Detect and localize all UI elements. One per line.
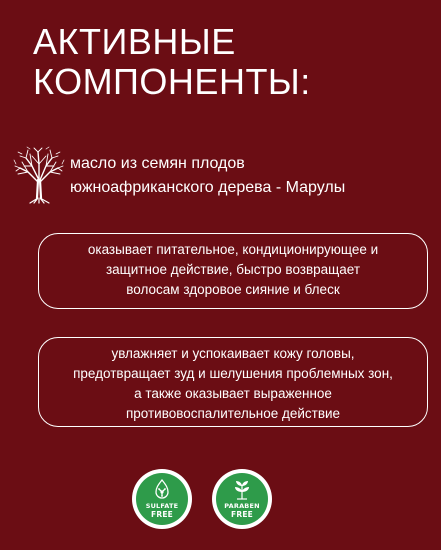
badge-circle — [216, 473, 268, 525]
ingredient-line-2: южноафриканского дерева - Марулы — [70, 179, 346, 196]
title-line-2: КОМПОНЕНТЫ: — [33, 61, 311, 102]
page-title — [33, 22, 311, 102]
card-1-line-3: волосам здоровое сияние и блеск — [126, 282, 340, 297]
benefit-card-2 — [38, 337, 428, 427]
card-2-line-2: предотвращает зуд и шелушения проблемных зон, — [73, 366, 393, 381]
badge-2-top-label: PARABEN — [224, 502, 260, 510]
sulfate-free-badge — [132, 469, 192, 529]
card-2-line-1: увлажняет и успокаивает кожу головы, — [111, 346, 355, 361]
molecule-icon — [152, 479, 172, 501]
paraben-free-badge — [212, 469, 272, 529]
ingredient-description — [70, 152, 345, 200]
card-1-line-2: защитное действие, быстро возвращает — [105, 262, 361, 277]
sprout-icon — [232, 479, 252, 501]
badge-1-bottom-label: FREE — [151, 510, 173, 519]
badge-2-bottom-label: FREE — [231, 510, 253, 519]
card-1-line-1: оказывает питательное, кондиционирующее и — [87, 242, 379, 257]
benefit-card-1 — [38, 233, 428, 309]
card-2-line-3: а также оказывает выраженное — [134, 386, 332, 401]
card-2-line-4: противовоспалительное действие — [125, 406, 341, 421]
ingredient-row — [12, 146, 432, 206]
badge-circle — [136, 473, 188, 525]
tree-icon — [12, 146, 66, 204]
badge-1-top-label: SULFATE — [145, 502, 179, 510]
title-line-1: АКТИВНЫЕ — [33, 21, 236, 62]
ingredient-line-1: масло из семян плодов — [70, 155, 245, 172]
